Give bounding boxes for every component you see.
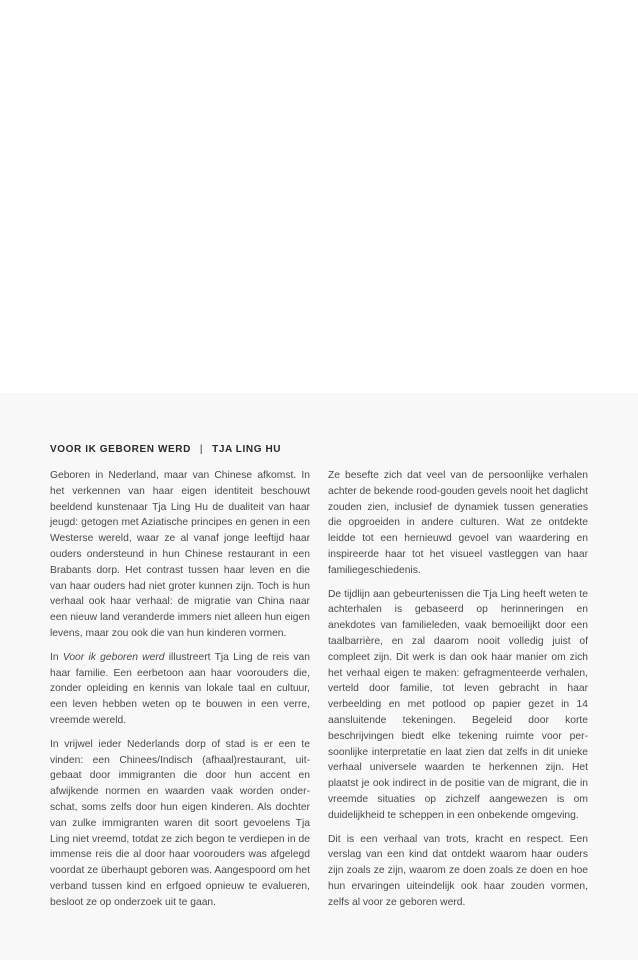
paragraph: Ze besefte zich dat veel van de persoonlijke verhalen achter de bekende rood-gouden gevels nooit het daglicht zouden zien, inclusief de dynamiek tussen generaties die opgroeiden in andere culturen. Wat ze ontdekte leidde tot een hernieuwd gevoel van waardering en inspireerde haar tot het visueel vastleggen van haar familiegeschiedenis.	[328, 470, 588, 576]
document-title: VOOR IK GEBOREN WERD	[50, 444, 191, 455]
paragraph: Dit is een verhaal van trots, kracht en respect. Een verslag van een kind dat ontdekt waarom haar ouders zijn zoals ze zijn, waarom ze doen zoals ze doen en hoe hun ervaringen uiteindelijk ook haar zouden vormen, zelfs al voor ze geboren werd.	[328, 833, 588, 908]
right-column	[328, 468, 588, 919]
paragraph: De tijdlijn aan gebeurtenissen die Tja Ling heeft weten te achterhalen is gebaseerd op herinneringen en anekdotes van familieleden, vaak bemoeilijkt door een taalbarrière, en zal daarom nooit volledig juist of compleet zijn. Dit werk is dan ook haar manier om zich het verhaal eigen te maken: gefragmenteerde verhalen, verteld door familie, tot leven gebracht in haar verbeelding en met potlood op papier gezet in 14 aansluitende tekeningen. Begeleid door korte beschrijvingen biedt elke tekening ruimte voor persoonlijke interpretatie en laat zien dat zelfs in dit unieke verhaal universele waarden te herkennen zijn. Het plaatst je ook indirect in de positie van de migrant, die in vreemde situaties op zichzelf aangewezen is om duidelijkheid te scheppen in een onbekende omgeving.	[328, 588, 588, 821]
blank-top-area	[0, 0, 638, 393]
paragraph-rest: illustreert Tja Ling de reis van haar familie. Een eerbetoon aan haar voorouders die, zonder opleiding en kennis van lokale taal en cultuur, een leven hebben weten op te bouwen in een verre, vreemde wereld.	[50, 651, 310, 726]
left-column	[50, 468, 310, 919]
paragraph: In vrijwel ieder Nederlands dorp of stad is er een te vinden: een Chinees/Indisch (afhaal)restaurant, uitgebaat door immigranten die door hun accent en afwijkende normen en waarden vaak worden onderschat, soms zelfs door hun eigen kinderen. Als dochter van zulke immigranten waren dit soort gevoelens Tja Ling niet vreemd, totdat ze zich begon te verdiepen in de immense reis die al door haar voorouders was afgelegd voordat ze überhaupt geboren was. Aangespoord om het verband tussen kind en erfgoed opnieuw te evalueren, besloot ze op onderzoek uit te gaan.	[50, 738, 310, 908]
header-separator: |	[199, 444, 204, 455]
paragraph-prefix: In	[50, 651, 63, 663]
paragraph	[50, 650, 310, 729]
work-title-italic: Voor ik geboren werd	[62, 651, 165, 663]
document-header	[50, 444, 281, 455]
paragraph: Geboren in Nederland, maar van Chinese afkomst. In het verkennen van haar eigen identiteit beschouwt beeldend kunstenaar Tja Ling Hu de dualiteit van haar jeugd: getogen met Aziatische principes en genen in een Westerse wereld, waar ze al vanaf jonge leeftijd haar ouders ondersteund in hun Chinese restaurant in een Brabants dorp. Het contrast tussen haar leven en die van haar ouders had niet groter kunnen zijn. Toch is hun verhaal ook haar verhaal: de migratie van China naar een nieuw land veranderde immers niet alleen hun eigen levens, maar zou ook die van hun kinderen vormen.	[50, 470, 310, 639]
document-author: TJA LING HU	[212, 444, 282, 455]
